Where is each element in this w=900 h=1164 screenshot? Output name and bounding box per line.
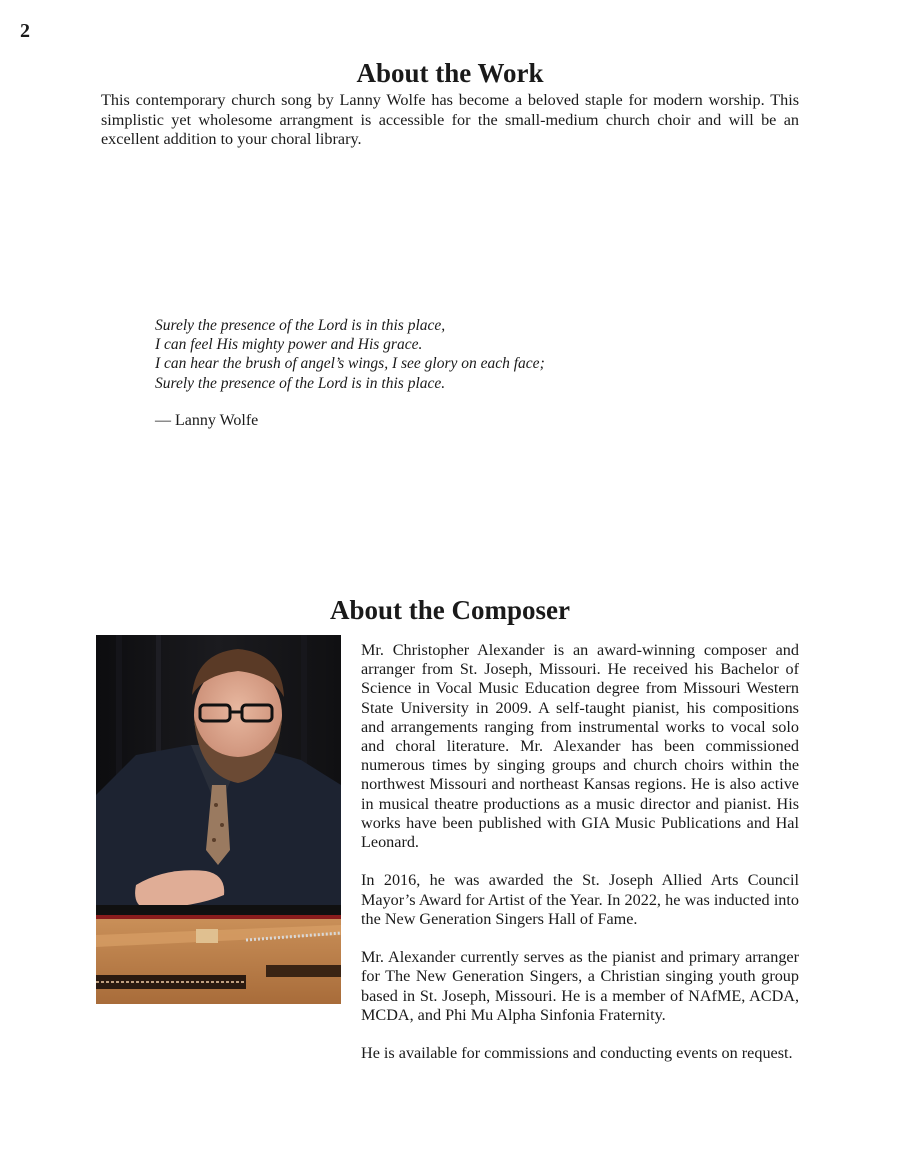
work-description: This contemporary church song by Lanny Wolfe has become a beloved staple for modern worship. This simplistic yet wholesome arrangment is accessible for the small-medium church choir and will be an excellent addition to your choral library. [101,91,799,148]
composer-bio [361,641,799,1083]
quote-attribution: — Lanny Wolfe [155,412,259,429]
quote-line: I can hear the brush of angel’s wings, I see glory on each face; [155,355,545,373]
about-work-heading: About the Work [356,58,544,88]
quote-line: Surely the presence of the Lord is in this place, [155,317,446,334]
bio-paragraph: In 2016, he was awarded the St. Joseph Allied Arts Council Mayor’s Award for Artist of the Year. In 2022, he was inducted into the New Generation Singers Hall of Fame. [361,871,799,928]
lyric-quote [155,316,655,393]
bio-paragraph: Mr. Christopher Alexander is an award-winning composer and arranger from St. Joseph, Missouri. He received his Bachelor of Science in Vocal Music Education degree from Missouri Western State University in 2009. A self-taught pianist, his compositions and arrangements ranging from instrumental works to vocal solo and choral literature. Mr. Alexander has been commissioned numerous times by singing groups and church choirs within the northwest Missouri and northeast Kansas regions. He is also active in musical theatre productions as a music director and pianist. His works have been published with GIA Music Publications and Hal Leonard. [361,641,799,852]
about-composer-heading: About the Composer [330,595,570,625]
quote-line: Surely the presence of the Lord is in this place. [155,374,446,392]
composer-photo [96,635,341,1004]
bio-paragraph: Mr. Alexander currently serves as the pianist and primary arranger for The New Generation Singers, a Christian singing youth group based in St. Joseph, Missouri. He is a member of NAfME, ACDA, MCDA, and Phi Mu Alpha Sinfonia Fraternity. [361,948,799,1024]
bio-paragraph: He is available for commissions and conducting events on request. [361,1044,793,1063]
page-number: 2 [20,20,30,42]
quote-line: I can feel His mighty power and His grace. [155,336,423,354]
